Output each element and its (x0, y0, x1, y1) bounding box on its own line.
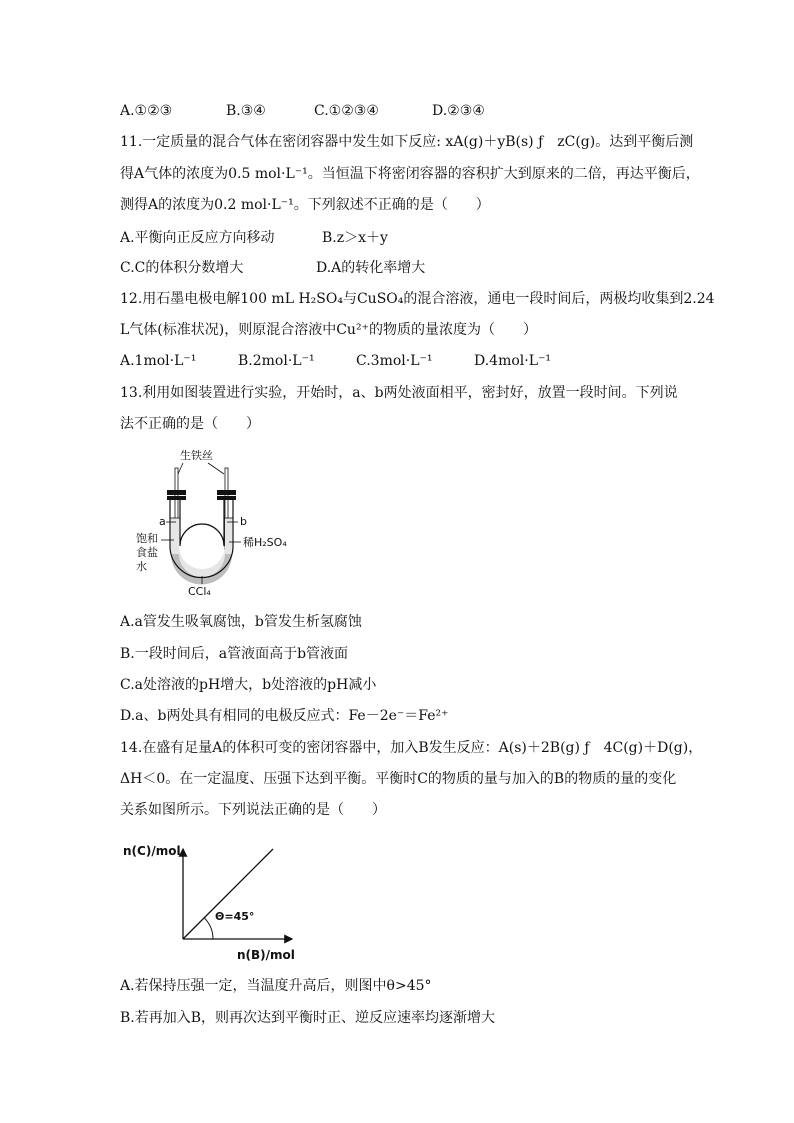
q12-option-d: D.4mol·L⁻¹ (474, 353, 552, 369)
q11-line-1: 11.一定质量的混合气体在密闭容器中发生如下反应: xA(g)＋yB(s) ƒ zC(g)。达到平衡后测 (120, 134, 694, 150)
q11-option-c: C.C的体积分数增大 (120, 260, 244, 276)
q13-option-a: A.a管发生吸氧腐蚀，b管发生析氢腐蚀 (120, 614, 362, 630)
q12-option-b: B.2mol·L⁻¹ (238, 353, 315, 369)
q14-line-1: 14.在盛有足量A的体积可变的密闭容器中，加入B发生反应：A(s)＋2B(g) ƒ 4C(g)＋D(g)， (120, 740, 703, 756)
q12-line-1: 12.用石墨电极电解100 mL H₂SO₄与CuSO₄的混合溶液，通电一段时间后，两极均收集到2.24 (120, 291, 715, 307)
fig-label-ccl4: CCl₄ (188, 585, 211, 598)
q11-line-3: 测得A的浓度为0.2 mol·L⁻¹。下列叙述不正确的是（ ） (120, 197, 490, 213)
q13-option-c: C.a处溶液的pH增大，b处溶液的pH减小 (120, 677, 377, 693)
q11-option-a: A.平衡向正反应方向移动 (120, 230, 275, 246)
chart-y-axis-label: n(C)/mol (123, 844, 181, 858)
fig-label-salt-water-2: 食盐 (136, 546, 158, 559)
q14-option-a: A.若保持压强一定，当温度升高后，则图中θ>45° (120, 978, 432, 994)
fig-label-b: b (240, 515, 247, 528)
fig-label-iron-wire: 生铁丝 (180, 449, 213, 462)
fig-label-salt-water-3: 水 (136, 560, 147, 573)
fig-label-salt-water-1: 饱和 (136, 532, 158, 545)
chart-angle-annotation: Θ=45° (215, 910, 255, 923)
q12-options (120, 351, 551, 371)
q14-line-chart (118, 838, 308, 966)
chart-angle-arc (204, 918, 213, 939)
q10-option-a: A.①②③ (120, 103, 173, 119)
q10-option-c: C.①②③④ (314, 103, 379, 119)
fig-label-a: a (159, 515, 166, 528)
q11-option-d: D.A的转化率增大 (316, 260, 426, 276)
q13-line-2: 法不正确的是（ ） (120, 416, 260, 432)
q11-line-2: 得A气体的浓度为0.5 mol·L⁻¹。当恒温下将密闭容器的容积扩大到原来的二倍，再达平衡后， (120, 166, 700, 182)
q12-line-2: L气体(标准状况)，则原混合溶液中Cu²⁺的物质的量浓度为（ ） (120, 322, 537, 338)
q13-line-1: 13.利用如图装置进行实验，开始时，a、b两处液面相平，密封好，放置一段时间。下列说 (120, 385, 678, 401)
fig-label-dilute-acid: 稀H₂SO₄ (243, 536, 287, 549)
q11-option-b: B.z＞x＋y (322, 230, 388, 246)
q14-option-b: B.若再加入B，则再次达到平衡时正、逆反应速率均逐渐增大 (120, 1010, 496, 1026)
q10-options (120, 101, 485, 121)
q14-line-3: 关系如图所示。下列说法正确的是（ ） (120, 802, 386, 818)
chart-x-axis-label: n(B)/mol (237, 948, 295, 962)
q13-option-b: B.一段时间后，a管液面高于b管液面 (120, 646, 349, 662)
u-tube-apparatus-figure (128, 442, 288, 600)
q10-option-b: B.③④ (226, 103, 266, 119)
chart-series-line (183, 849, 273, 939)
q12-option-a: A.1mol·L⁻¹ (120, 353, 197, 369)
q12-option-c: C.3mol·L⁻¹ (356, 353, 433, 369)
q13-option-d: D.a、b两处具有相同的电极反应式：Fe－2e⁻＝Fe²⁺ (120, 708, 449, 724)
q14-line-2: ΔH＜0。在一定温度、压强下达到平衡。平衡时C的物质的量与加入的B的物质的量的变化 (120, 771, 677, 787)
q10-option-d: D.②③④ (432, 103, 485, 119)
